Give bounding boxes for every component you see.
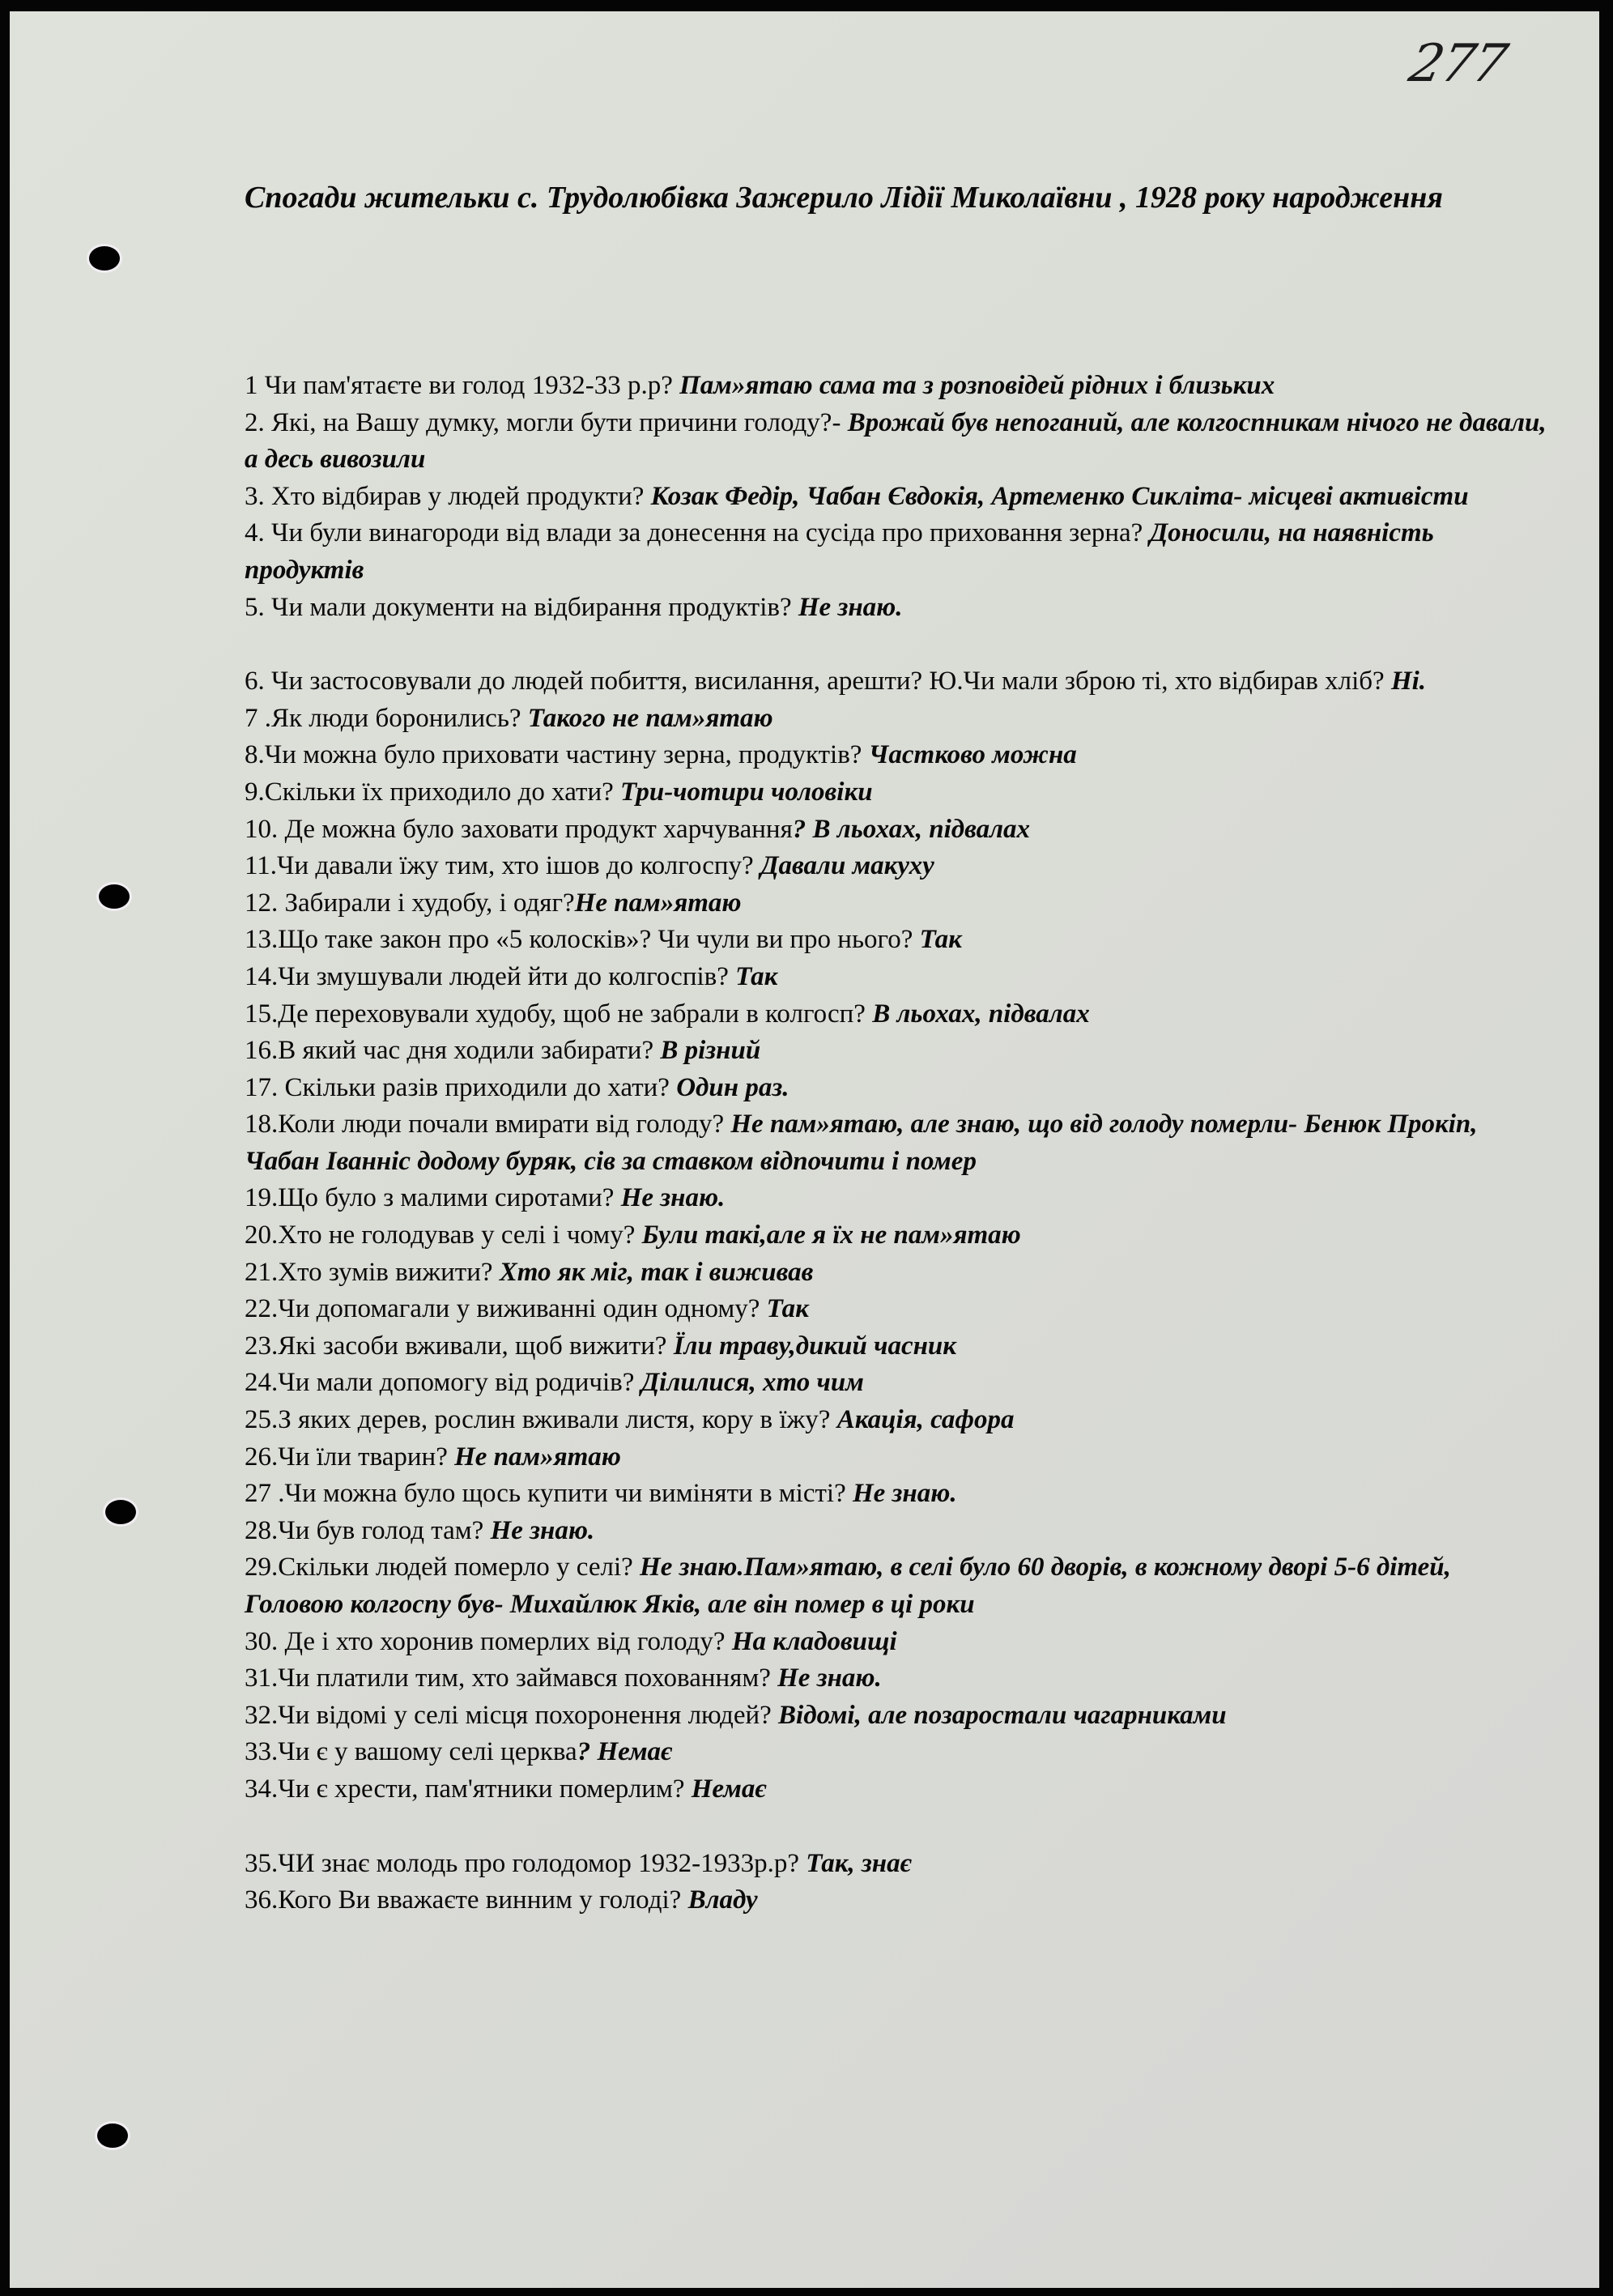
question: 22.Чи допомагали у виживанні один одному?: [245, 1294, 767, 1324]
question: 5. Чи мали документи на відбирання продуктів?: [245, 592, 798, 622]
spacer: [245, 1808, 1556, 1846]
qa-item-28: [245, 1513, 1556, 1550]
qa-item-13: [245, 922, 1556, 959]
answer: Пам»ятаю сама та з розповідей рідних і близьких: [679, 371, 1275, 400]
question: 19.Що було з малими сиротами?: [245, 1183, 621, 1213]
qa-item-11: [245, 848, 1556, 885]
answer: В різний: [660, 1036, 761, 1066]
question: 2. Які, на Вашу думку, могли бути причини голоду?-: [245, 407, 848, 437]
qa-item-32: [245, 1698, 1556, 1735]
question: 12. Забирали і худобу, і одяг?: [245, 888, 575, 918]
answer: Були такі,але я їх не пам»ятаю: [641, 1220, 1021, 1250]
binder-hole: [99, 884, 130, 909]
binder-hole: [97, 2123, 128, 2148]
answer: Не знаю.: [620, 1183, 726, 1213]
question: 6. Чи застосовували до людей побиття, висилання, арешти? Ю.Чи мали зброю ті, хто відбирав хліб?: [245, 667, 1391, 696]
question: 11.Чи давали їжу тим, хто ішов до колгоспу?: [245, 851, 760, 881]
answer: Ні.: [1390, 667, 1427, 696]
question: 15.Де переховували худобу, щоб не забрали в колгосп?: [245, 999, 873, 1029]
answer: Один раз.: [676, 1072, 789, 1102]
question: 3. Хто відбирав у людей продукти?: [245, 481, 651, 511]
qa-item-5: [245, 590, 1556, 627]
qa-item-34: [245, 1771, 1556, 1808]
question: 36.Кого Ви вважаєте винним у голоді?: [245, 1885, 688, 1915]
answer: ? В льохах, підвалах: [792, 814, 1031, 844]
answer: Три-чотири чоловіки: [620, 777, 873, 807]
spacer: [245, 626, 1556, 663]
answer: Не пам»ятаю: [454, 1442, 621, 1472]
question: 20.Хто не голодував у селі і чому?: [245, 1220, 642, 1250]
document-page: [10, 11, 1599, 2288]
qa-item-31: [245, 1660, 1556, 1698]
qa-item-21: [245, 1254, 1556, 1292]
qa-item-15: [245, 996, 1556, 1033]
qa-item-35: [245, 1846, 1556, 1883]
answer: Врожай був непоганий, але колгоспникам нічого не давали, а десь вивозили: [245, 407, 1547, 475]
question: 14.Чи змушували людей йти до колгоспів?: [245, 961, 736, 991]
qa-item-9: [245, 774, 1556, 811]
answer: Відомі, але позаростали чагарниками: [778, 1700, 1227, 1730]
qa-item-12: [245, 885, 1556, 922]
qa-item-6: [245, 663, 1556, 701]
question: 16.В який час дня ходили забирати?: [245, 1036, 661, 1066]
answer: Частково можна: [868, 740, 1077, 770]
qa-item-29: [245, 1549, 1556, 1623]
qa-item-30: [245, 1624, 1556, 1661]
question: 30. Де і хто хоронив померлих від голоду?: [245, 1626, 732, 1656]
answer: Давали макуху: [760, 851, 934, 881]
qa-item-17: [245, 1070, 1556, 1107]
question: 34.Чи є хрести, пам'ятники померлим?: [245, 1774, 692, 1804]
answer: Не знаю.: [852, 1479, 957, 1509]
qa-item-25: [245, 1402, 1556, 1439]
question: 21.Хто зумів вижити?: [245, 1257, 500, 1287]
answer: Так: [766, 1294, 809, 1324]
answer: В льохах, підвалах: [872, 999, 1090, 1029]
answer: Не знаю.: [798, 592, 903, 622]
qa-item-18: [245, 1106, 1556, 1180]
question: 35.ЧИ знає молодь про голодомор 1932-1933р.р?: [245, 1848, 806, 1878]
question: 24.Чи мали допомогу від родичів?: [245, 1368, 641, 1398]
answer: Їли траву,дикий часник: [673, 1331, 957, 1361]
question: 8.Чи можна було приховати частину зерна, продуктів?: [245, 740, 869, 770]
qa-item-33: [245, 1734, 1556, 1771]
question: 26.Чи їли тварин?: [245, 1442, 455, 1472]
answer: Владу: [687, 1885, 758, 1915]
answer: Немає: [691, 1774, 767, 1804]
question: 1 Чи пам'ятаєте ви голод 1932-33 р.р?: [245, 371, 680, 400]
answer: Не пам»ятаю: [574, 888, 742, 918]
question: 27 .Чи можна було щось купити чи виміняти в місті?: [245, 1479, 853, 1509]
question: 28.Чи був голод там?: [245, 1515, 491, 1545]
binder-hole: [89, 246, 120, 270]
answer: ? Немає: [577, 1737, 672, 1767]
qa-item-8: [245, 737, 1556, 774]
answer: Не знаю.: [490, 1515, 595, 1545]
answer: На кладовищі: [731, 1626, 897, 1656]
qa-item-24: [245, 1365, 1556, 1402]
answer: Доносили, на наявність продуктів: [245, 518, 1434, 585]
answer: Так, знає: [806, 1848, 912, 1878]
question: 29.Скільки людей померло у селі?: [245, 1553, 641, 1582]
answer: Так: [735, 961, 778, 991]
qa-item-1: [245, 368, 1556, 405]
question: 23.Які засоби вживали, щоб вижити?: [245, 1331, 674, 1361]
qa-item-22: [245, 1291, 1556, 1328]
qa-item-20: [245, 1217, 1556, 1254]
answer: Акація, сафора: [836, 1405, 1015, 1435]
answer: Ділилися, хто чим: [641, 1368, 864, 1398]
qa-item-4: [245, 515, 1556, 589]
answer: Хто як міг, так і виживав: [499, 1257, 814, 1287]
question: 17. Скільки разів приходили до хати?: [245, 1072, 677, 1102]
qa-item-10: [245, 811, 1556, 849]
binder-hole: [105, 1500, 136, 1524]
qa-item-26: [245, 1439, 1556, 1476]
qa-item-23: [245, 1328, 1556, 1365]
question: 31.Чи платили тим, хто займався похованням?: [245, 1663, 778, 1693]
questionnaire: [245, 368, 1556, 1919]
question: 7 .Як люди боронились?: [245, 703, 528, 733]
answer: Так: [919, 925, 962, 955]
question: 4. Чи були винагороди від влади за донесення на сусіда про приховання зерна?: [245, 518, 1150, 548]
qa-item-19: [245, 1180, 1556, 1217]
question: 9.Скільки їх приходило до хати?: [245, 777, 620, 807]
answer: Не знаю.Пам»ятаю, в селі було 60 дворів, в кожному дворі 5-6 дітей, Головою колгоспу був- Михайлюк Яків, але він помер в ці роки: [245, 1553, 1451, 1619]
qa-item-36: [245, 1882, 1556, 1919]
answer: Козак Федір, Чабан Євдокія, Артеменко Сикліта- місцеві активісти: [650, 481, 1469, 511]
question: 10. Де можна було заховати продукт харчування: [245, 814, 793, 844]
question: 32.Чи відомі у селі місця похоронення людей?: [245, 1700, 779, 1730]
qa-item-14: [245, 959, 1556, 996]
qa-item-27: [245, 1476, 1556, 1513]
qa-item-2: [245, 405, 1556, 479]
handwritten-page-number: 277: [1404, 34, 1512, 94]
question: 25.З яких дерев, рослин вживали листя, кору в їжу?: [245, 1405, 837, 1435]
document-title: Спогади жительки с. Трудолюбівка Зажерило Лідії Миколаївни , 1928 року народження: [245, 181, 1443, 215]
answer: Не пам»ятаю, але знаю, що від голоду померли- Бенюк Прокіп, Чабан Іванніс додому буряк, сів за ставком відпочити і помер: [245, 1110, 1478, 1176]
qa-item-16: [245, 1033, 1556, 1070]
qa-item-3: [245, 479, 1556, 516]
answer: Такого не пам»ятаю: [527, 703, 773, 733]
question: 13.Що таке закон про «5 колосків»? Чи чули ви про нього?: [245, 925, 920, 955]
question: 33.Чи є у вашому селі церква: [245, 1737, 577, 1767]
question: 18.Коли люди почали вмирати від голоду?: [245, 1110, 731, 1139]
answer: Не знаю.: [777, 1663, 882, 1693]
qa-item-7: [245, 701, 1556, 738]
